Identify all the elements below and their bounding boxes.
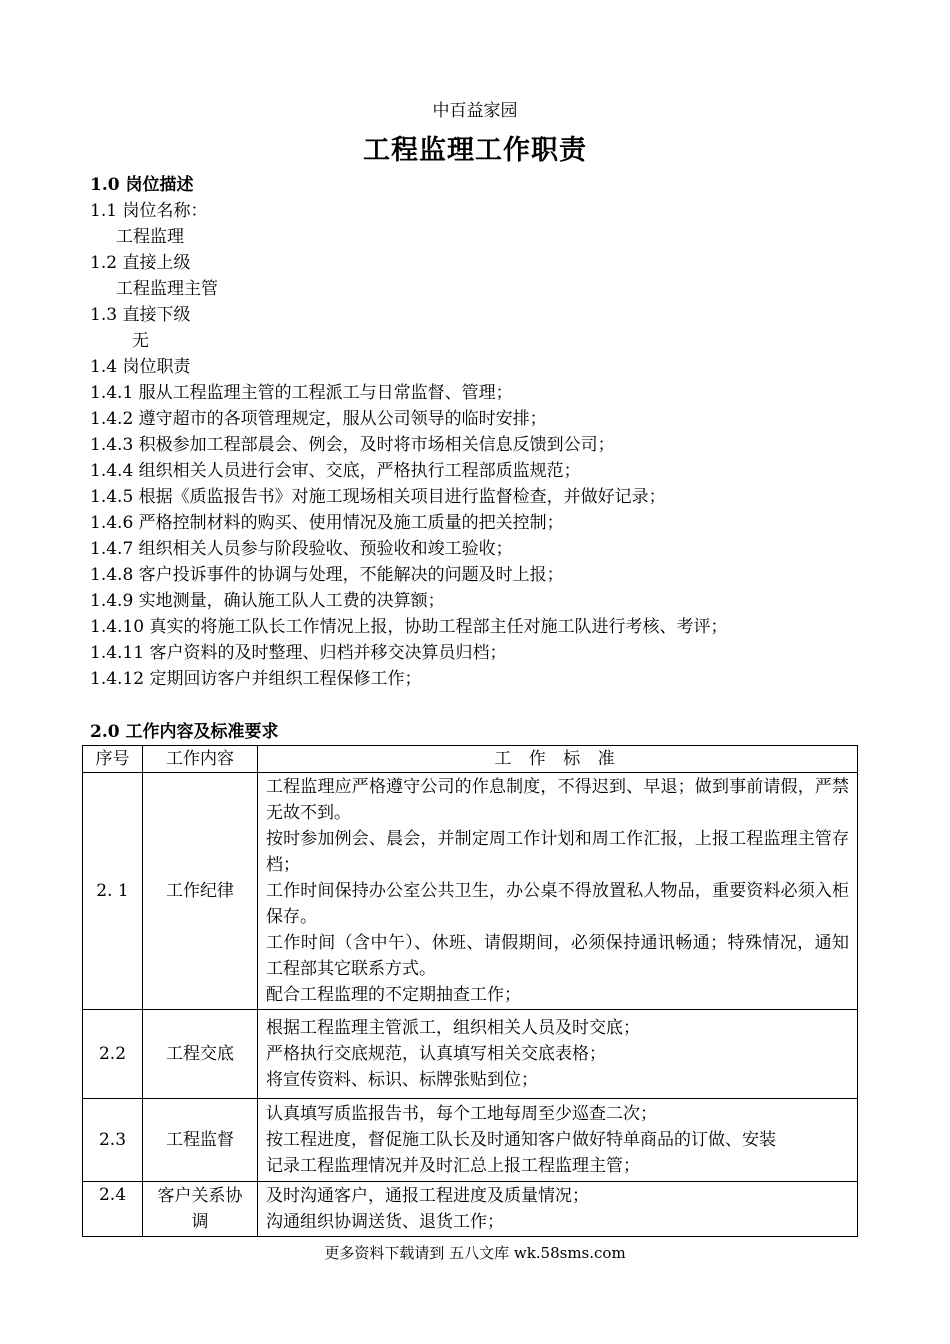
work-standards-table — [82, 745, 858, 1237]
duty-item: 1.4.7 组织相关人员参与阶段验收、预验收和竣工验收； — [90, 539, 513, 559]
duty-item: 1.4.8 客户投诉事件的协调与处理，不能解决的问题及时上报； — [90, 565, 564, 585]
duty-item: 1.4.4 组织相关人员进行会审、交底，严格执行工程部质监规范； — [90, 461, 581, 481]
superior-label: 1.2 直接上级 — [90, 253, 191, 273]
row-work-content: 工程交底 — [143, 1010, 258, 1099]
superior-value: 工程监理主管 — [116, 279, 218, 299]
standard-line: 沟通组织协调送货、退货工作； — [266, 1212, 504, 1232]
subordinate-value: 无 — [132, 331, 149, 351]
company-name: 中百益家园 — [432, 101, 518, 121]
duty-item: 1.4.12 定期回访客户并组织工程保修工作； — [90, 669, 422, 689]
standard-line: 及时沟通客户，通报工程进度及质量情况； — [266, 1186, 589, 1206]
footer-text: 更多资料下载请到 五八文库 wk.58sms.com — [324, 1244, 626, 1262]
row-work-standard — [258, 1010, 858, 1099]
standard-line: 严格执行交底规范，认真填写相关交底表格； — [266, 1044, 606, 1064]
duty-item: 1.4.10 真实的将施工队长工作情况上报，协助工程部主任对施工队进行考核、考评； — [90, 617, 728, 637]
standard-line: 配合工程监理的不定期抽查工作； — [266, 985, 521, 1005]
duty-item: 1.4.2 遵守超市的各项管理规定，服从公司领导的临时安排； — [90, 409, 547, 429]
row-work-content: 工程监督 — [143, 1099, 258, 1182]
header-work-content: 工作内容 — [143, 746, 258, 773]
duties-label: 1.4 岗位职责 — [90, 357, 191, 377]
standard-line: 按时参加例会、晨会，并制定周工作计划和周工作汇报，上报工程监理主管存档； — [266, 829, 849, 875]
subordinate-label: 1.3 直接下级 — [90, 305, 191, 325]
row-number: 2.2 — [83, 1010, 143, 1099]
standard-line: 工程监理应严格遵守公司的作息制度，不得迟到、早退；做到事前请假，严禁无故不到。 — [266, 777, 849, 823]
standard-line: 认真填写质监报告书，每个工地每周至少巡查二次； — [266, 1104, 657, 1124]
standard-line: 工作时间（含中午）、休班、请假期间，必须保持通讯畅通；特殊情况，通知工程部其它联系方式。 — [266, 933, 849, 979]
position-name-value: 工程监理 — [116, 227, 184, 247]
row-number: 2.4 — [83, 1182, 143, 1237]
duty-item: 1.4.3 积极参加工程部晨会、例会，及时将市场相关信息反馈到公司； — [90, 435, 615, 455]
standard-line: 将宣传资料、标识、标牌张贴到位； — [266, 1070, 538, 1090]
standard-line: 工作时间保持办公室公共卫生，办公桌不得放置私人物品，重要资料必须入柜保存。 — [266, 881, 849, 927]
duty-item: 1.4.1 服从工程监理主管的工程派工与日常监督、管理； — [90, 383, 513, 403]
section2-heading: 2.0 工作内容及标准要求 — [90, 722, 279, 742]
row-number: 2.3 — [83, 1099, 143, 1182]
row-work-standard — [258, 773, 858, 1010]
table-header-row — [83, 746, 858, 773]
duty-item: 1.4.6 严格控制材料的购买、使用情况及施工质量的把关控制； — [90, 513, 564, 533]
job-description — [90, 172, 870, 692]
duty-item: 1.4.11 客户资料的及时整理、归档并移交决算员归档； — [90, 643, 507, 663]
duty-item: 1.4.9 实地测量，确认施工队人工费的决算额； — [90, 591, 445, 611]
table-row — [83, 1099, 858, 1182]
header-number: 序号 — [83, 746, 143, 773]
standard-line: 记录工程监理情况并及时汇总上报工程监理主管； — [266, 1156, 640, 1176]
row-work-content: 客户关系协调 — [143, 1182, 258, 1237]
row-number: 2. 1 — [83, 773, 143, 1010]
standard-line: 根据工程监理主管派工，组织相关人员及时交底； — [266, 1018, 640, 1038]
header-work-standard: 工 作 标 准 — [258, 746, 858, 773]
position-name-label: 1.1 岗位名称： — [90, 201, 208, 221]
standard-line: 按工程进度，督促施工队长及时通知客户做好特单商品的订做、安装 — [266, 1130, 776, 1150]
duty-item: 1.4.5 根据《质监报告书》对施工现场相关项目进行监督检查，并做好记录； — [90, 487, 666, 507]
table-row — [83, 1182, 858, 1237]
section1-heading: 1.0 岗位描述 — [90, 175, 194, 195]
table-row — [83, 773, 858, 1010]
document-title: 工程监理工作职责 — [363, 135, 587, 166]
row-work-content: 工作纪律 — [143, 773, 258, 1010]
table-row — [83, 1010, 858, 1099]
row-work-standard — [258, 1099, 858, 1182]
row-work-standard — [258, 1182, 858, 1237]
